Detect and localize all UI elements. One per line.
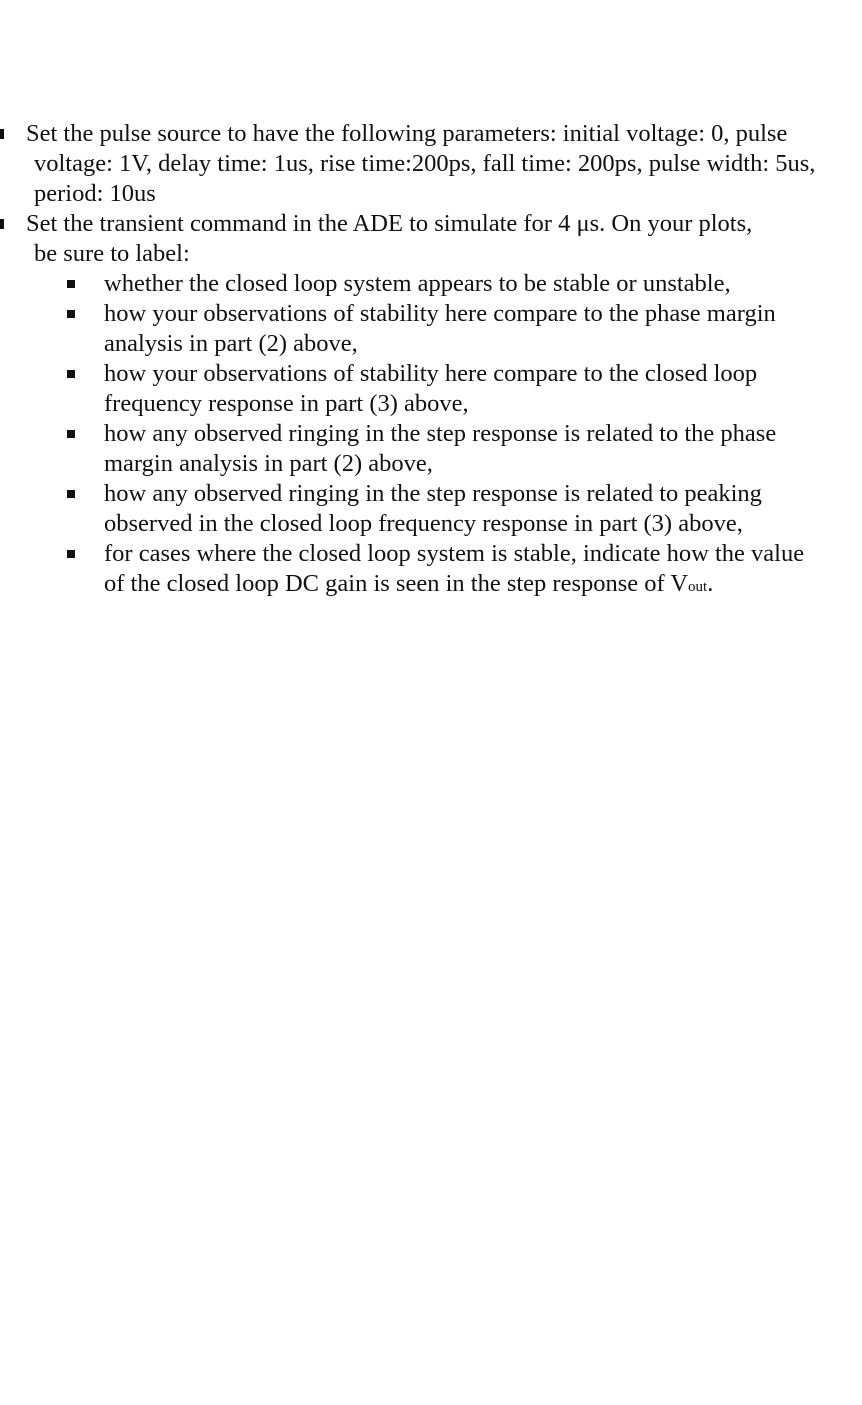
list-item-text: how any observed ringing in the step response is related to the phase margin analysis in part (2) above, xyxy=(104,420,777,477)
list-item xyxy=(0,269,862,299)
vout-subscript: out xyxy=(688,579,708,595)
list-item xyxy=(0,539,862,602)
list-item-text: for cases where the closed loop system is stable, indicate how the value of the closed loop DC gain is seen in the step response of V xyxy=(104,540,805,597)
bullet-text-continuation: voltage: 1V, delay time: 1us, rise time:200ps, fall time: 200ps, pulse width: 5us, period: 10us xyxy=(34,150,816,207)
bullet-text-line-1: Set the pulse source to have the following parameters: initial voltage: 0, pulse xyxy=(26,120,788,147)
bullet-marker xyxy=(0,219,4,229)
list-item-suffix: . xyxy=(707,570,714,597)
bullet-item-transient-command xyxy=(0,209,862,269)
list-item-text: how your observations of stability here compare to the phase margin analysis in part (2) above, xyxy=(104,300,776,357)
list-item xyxy=(0,419,862,479)
bullet-text-continuation: be sure to label: xyxy=(34,240,190,267)
list-item xyxy=(0,479,862,539)
label-requirements-list xyxy=(0,269,862,602)
square-bullet-icon xyxy=(67,490,75,498)
square-bullet-icon xyxy=(67,430,75,438)
square-bullet-icon xyxy=(67,370,75,378)
bullet-marker xyxy=(0,129,4,139)
list-item-text: how any observed ringing in the step response is related to peaking observed in the closed loop frequency response in part (3) above, xyxy=(104,480,762,537)
bullet-item-pulse-source xyxy=(0,119,862,209)
square-bullet-icon xyxy=(67,310,75,318)
list-item xyxy=(0,299,862,359)
list-item-text: how your observations of stability here compare to the closed loop frequency response in part (3) above, xyxy=(104,360,758,417)
square-bullet-icon xyxy=(67,280,75,288)
square-bullet-icon xyxy=(67,550,75,558)
list-item-text: whether the closed loop system appears to be stable or unstable, xyxy=(104,270,731,297)
document-body xyxy=(0,119,862,602)
bullet-text-line-1: Set the transient command in the ADE to simulate for 4 μs. On your plots, xyxy=(26,210,753,237)
list-item xyxy=(0,359,862,419)
